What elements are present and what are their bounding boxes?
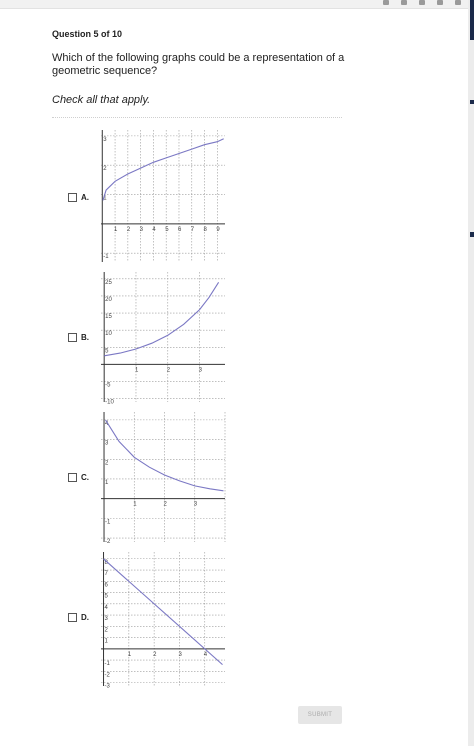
y-tick-label: -5 xyxy=(105,382,111,389)
y-tick-label: 1 xyxy=(105,479,109,486)
y-tick-label: -1 xyxy=(103,254,109,261)
y-tick-label: -3 xyxy=(104,683,110,688)
x-tick-label: 2 xyxy=(126,226,131,233)
y-tick-label: 7 xyxy=(104,571,108,578)
x-tick-label: 6 xyxy=(177,226,182,233)
x-tick-label: 3 xyxy=(178,651,182,658)
x-tick-label: 1 xyxy=(114,226,118,233)
y-tick-label: -2 xyxy=(104,672,110,679)
x-tick-label: 1 xyxy=(133,501,137,508)
option-letter: C. xyxy=(81,473,89,482)
divider xyxy=(52,117,342,118)
graph-c xyxy=(97,410,229,544)
option-letter: B. xyxy=(81,333,89,342)
y-tick-label: 2 xyxy=(103,166,107,173)
instruction-text: Check all that apply. xyxy=(52,94,151,106)
toolbar-icon-1[interactable] xyxy=(383,0,389,5)
question-prompt: Which of the following graphs could be a representation of a geometric sequence? xyxy=(52,52,345,77)
y-tick-label: 3 xyxy=(105,440,109,447)
checkbox-icon[interactable] xyxy=(68,193,77,202)
y-tick-label: -1 xyxy=(104,661,110,668)
submit-button[interactable]: SUBMIT xyxy=(298,706,342,724)
checkbox-icon[interactable] xyxy=(68,613,77,622)
x-tick-label: 8 xyxy=(203,226,207,233)
toolbar-icon-2[interactable] xyxy=(401,0,407,5)
y-tick-label: 1 xyxy=(103,195,107,202)
y-tick-label: 8 xyxy=(104,559,108,566)
y-tick-label: 3 xyxy=(104,616,108,623)
y-tick-label: 4 xyxy=(105,420,109,427)
graph-c-svg xyxy=(97,410,229,544)
question-header: Question 5 of 10 xyxy=(52,29,123,39)
window-edge xyxy=(468,0,474,746)
toolbar-icon-4[interactable] xyxy=(437,0,443,5)
graph-b-svg xyxy=(97,270,229,404)
y-tick-label: 2 xyxy=(104,627,108,634)
option-a[interactable] xyxy=(68,193,89,202)
x-tick-label: 5 xyxy=(165,226,169,233)
graph-d xyxy=(97,550,229,688)
y-tick-label: 5 xyxy=(104,593,108,600)
x-tick-label: 1 xyxy=(134,367,139,374)
y-tick-label: 5 xyxy=(105,348,109,355)
x-tick-label: 3 xyxy=(139,226,143,233)
toolbar-icon-3[interactable] xyxy=(419,0,425,5)
y-tick-label: -1 xyxy=(105,519,111,526)
x-tick-label: 4 xyxy=(152,226,156,233)
option-d[interactable] xyxy=(68,613,89,622)
browser-toolbar xyxy=(0,0,474,9)
option-c[interactable] xyxy=(68,473,89,482)
series-line xyxy=(104,279,218,356)
graph-d-svg xyxy=(97,550,229,688)
y-tick-label: 4 xyxy=(104,604,108,611)
x-tick-label: 2 xyxy=(153,651,157,658)
edge-mark xyxy=(470,0,474,40)
edge-mark xyxy=(470,232,474,237)
edge-mark xyxy=(470,100,474,104)
y-tick-label: 6 xyxy=(104,582,108,589)
graph-a-svg xyxy=(97,128,229,264)
x-tick-label: 9 xyxy=(216,226,220,233)
option-letter: A. xyxy=(81,193,89,202)
y-tick-label: -10 xyxy=(105,399,114,404)
y-tick-label: 3 xyxy=(103,136,107,143)
graph-a xyxy=(97,128,229,264)
y-tick-label: -2 xyxy=(105,539,111,544)
x-tick-label: 2 xyxy=(163,501,167,508)
x-tick-label: 4 xyxy=(203,651,208,658)
x-tick-label: 3 xyxy=(198,367,202,374)
y-tick-label: 25 xyxy=(105,279,112,286)
y-tick-label: 20 xyxy=(105,296,112,303)
checkbox-icon[interactable] xyxy=(68,333,77,342)
option-b[interactable] xyxy=(68,333,89,342)
x-tick-label: 3 xyxy=(193,501,198,508)
x-tick-label: 2 xyxy=(166,367,171,374)
option-letter: D. xyxy=(81,613,89,622)
y-tick-label: 2 xyxy=(105,460,109,467)
y-tick-label: 1 xyxy=(104,638,108,645)
y-tick-label: 10 xyxy=(105,331,112,338)
x-tick-label: 7 xyxy=(190,226,195,233)
x-tick-label: 1 xyxy=(127,651,132,658)
y-tick-label: 15 xyxy=(105,314,112,321)
toolbar-icon-5[interactable] xyxy=(455,0,461,5)
graph-b xyxy=(97,270,229,404)
checkbox-icon[interactable] xyxy=(68,473,77,482)
series-line xyxy=(103,136,224,201)
